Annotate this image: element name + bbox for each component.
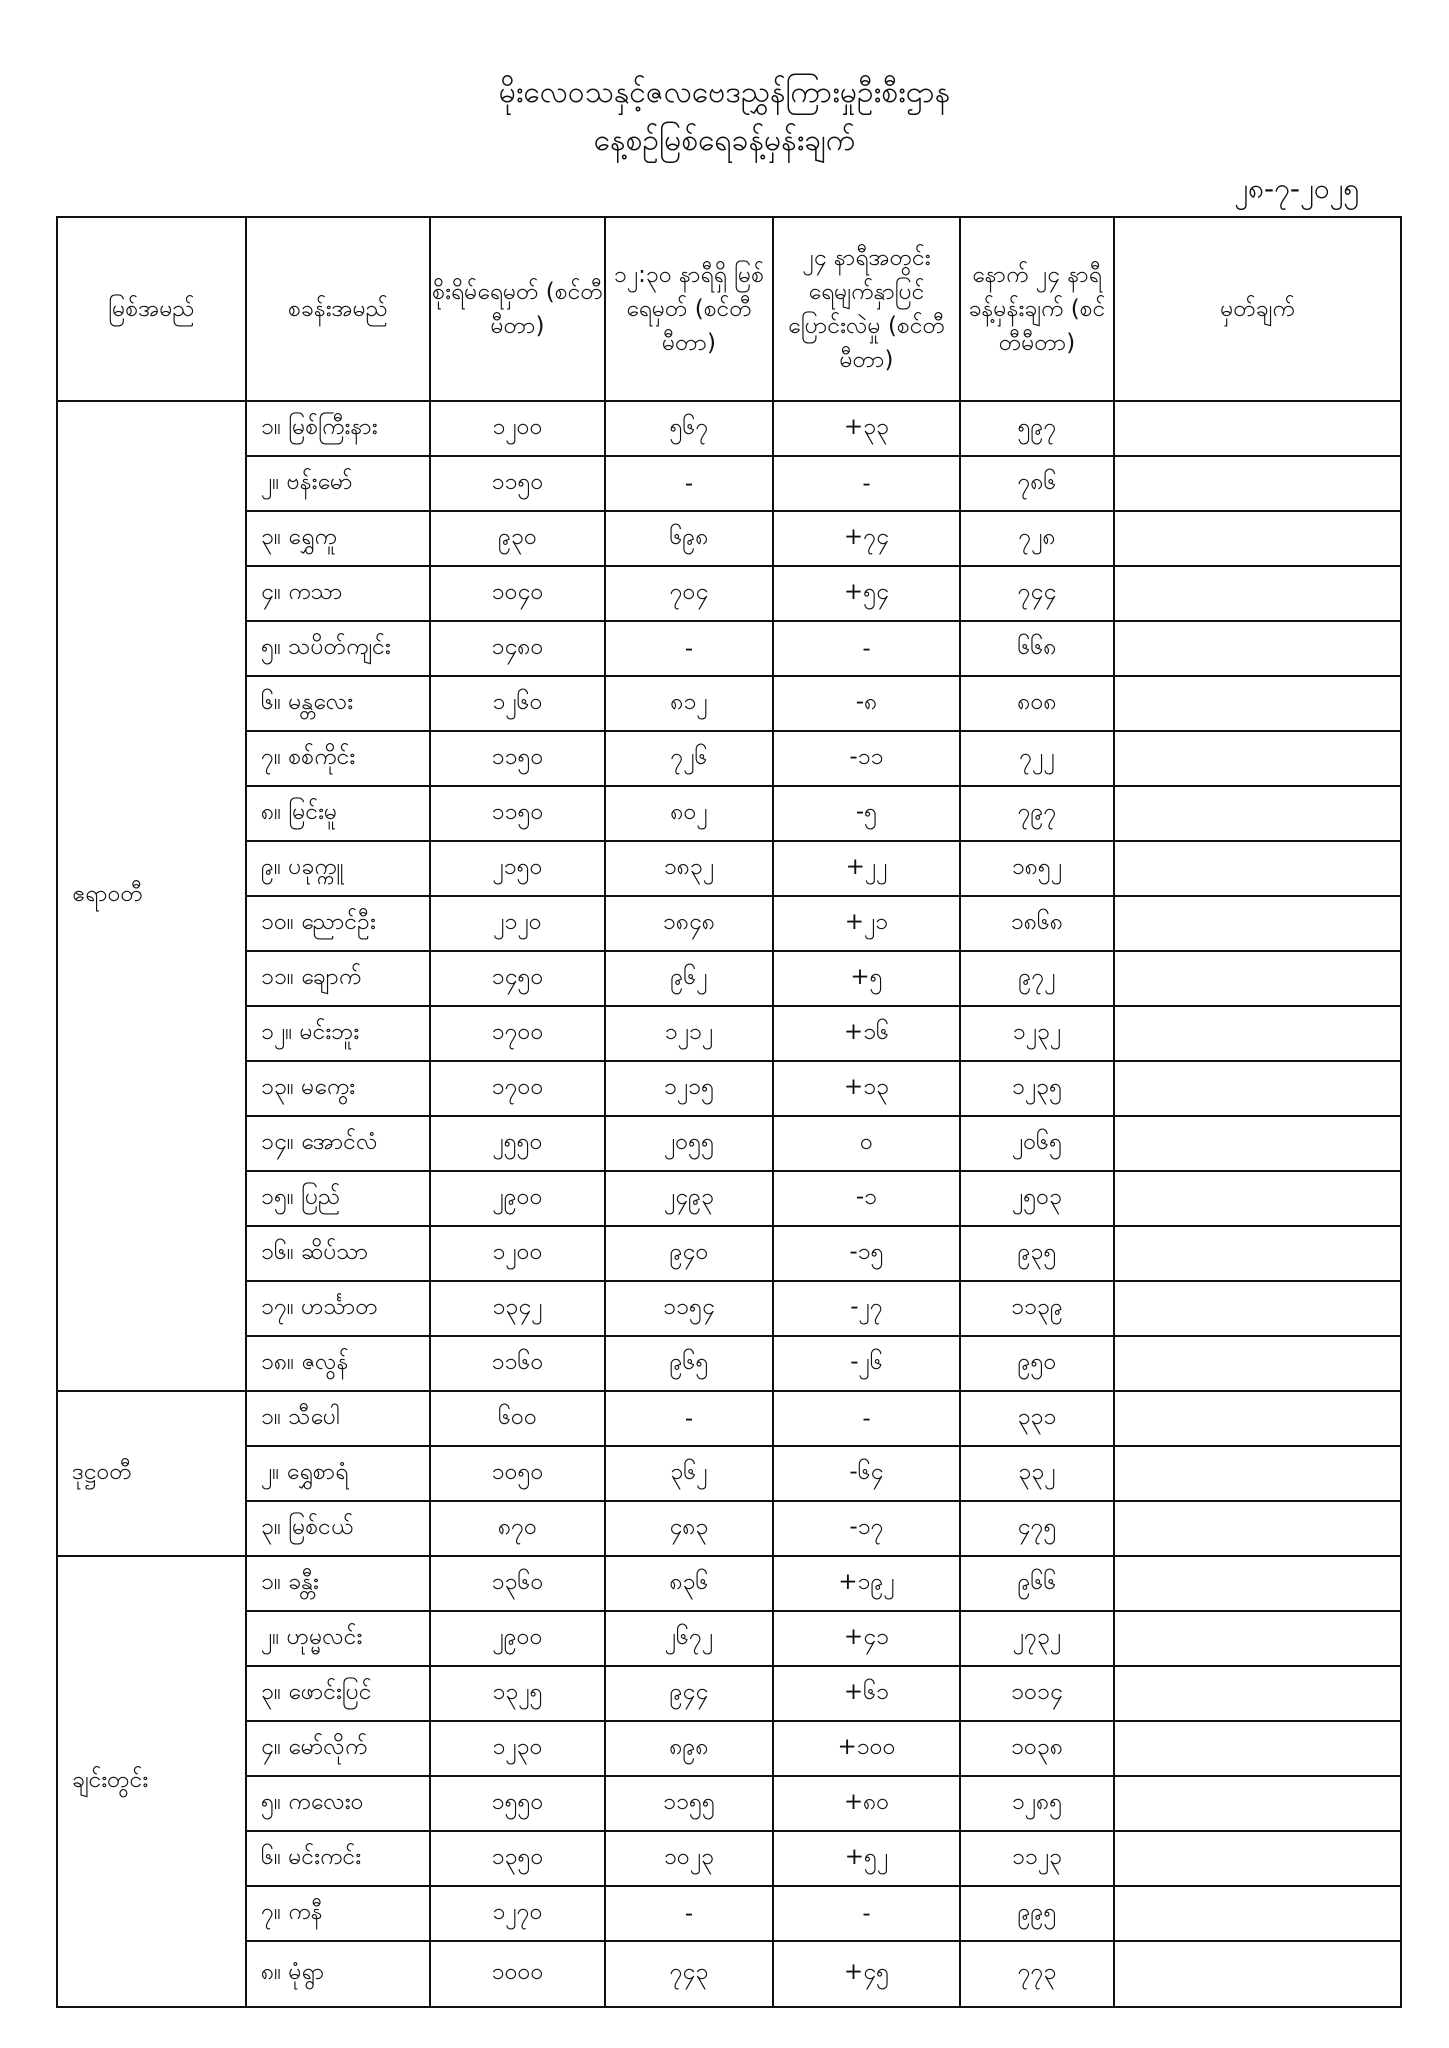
station-name-cell: ၁၇။ ဟင်္သာတ bbox=[246, 1281, 430, 1336]
change-cell: ၀ bbox=[773, 1116, 960, 1171]
current-level-cell: - bbox=[605, 456, 773, 511]
table-row bbox=[57, 1446, 1401, 1501]
current-level-cell: ၉၆၂ bbox=[605, 951, 773, 1006]
danger-level-cell: ၂၉၀၀ bbox=[430, 1171, 605, 1226]
column-header-station: စခန်းအမည် bbox=[246, 217, 430, 401]
remark-cell bbox=[1114, 786, 1401, 841]
change-cell: +၄၅ bbox=[773, 1941, 960, 2007]
danger-level-cell: ၈၇၀ bbox=[430, 1501, 605, 1556]
table-header-row bbox=[57, 217, 1401, 401]
remark-cell bbox=[1114, 1941, 1401, 2007]
current-level-cell: ၆၉၈ bbox=[605, 511, 773, 566]
current-level-cell: ၄၈၃ bbox=[605, 1501, 773, 1556]
danger-level-cell: ၁၁၅၀ bbox=[430, 731, 605, 786]
change-cell: +၅ bbox=[773, 951, 960, 1006]
remark-cell bbox=[1114, 566, 1401, 621]
station-name-cell: ၁။ မြစ်ကြီးနား bbox=[246, 401, 430, 456]
remark-cell bbox=[1114, 1061, 1401, 1116]
forecast-cell: ၁၈၆၈ bbox=[960, 896, 1114, 951]
current-level-cell: ၇၂၆ bbox=[605, 731, 773, 786]
river-name-cell: ဒုဋ္ဌဝတီ bbox=[57, 1391, 246, 1556]
station-name-cell: ၃။ မြစ်ငယ် bbox=[246, 1501, 430, 1556]
change-cell: +၃၃ bbox=[773, 401, 960, 456]
forecast-cell: ၂၀၆၅ bbox=[960, 1116, 1114, 1171]
station-name-cell: ၅။ ကလေးဝ bbox=[246, 1776, 430, 1831]
remark-cell bbox=[1114, 1611, 1401, 1666]
column-header-river: မြစ်အမည် bbox=[57, 217, 246, 401]
danger-level-cell: ၂၉၀၀ bbox=[430, 1611, 605, 1666]
forecast-cell: ၁၁၃၉ bbox=[960, 1281, 1114, 1336]
remark-cell bbox=[1114, 896, 1401, 951]
remark-cell bbox=[1114, 1556, 1401, 1611]
remark-cell bbox=[1114, 1391, 1401, 1446]
current-level-cell: ၈၀၂ bbox=[605, 786, 773, 841]
station-name-cell: ၃။ ဖောင်းပြင် bbox=[246, 1666, 430, 1721]
danger-level-cell: ၁၅၅၀ bbox=[430, 1776, 605, 1831]
change-cell: -၂၆ bbox=[773, 1336, 960, 1391]
remark-cell bbox=[1114, 676, 1401, 731]
change-cell: - bbox=[773, 456, 960, 511]
change-cell: -၈ bbox=[773, 676, 960, 731]
change-cell: +၅၂ bbox=[773, 1831, 960, 1886]
table-row bbox=[57, 1501, 1401, 1556]
station-name-cell: ၁။ သီပေါ bbox=[246, 1391, 430, 1446]
change-cell: +၆၁ bbox=[773, 1666, 960, 1721]
station-name-cell: ၁၃။ မကွေး bbox=[246, 1061, 430, 1116]
station-name-cell: ၆။ မန္တလေး bbox=[246, 676, 430, 731]
danger-level-cell: ၂၅၅၀ bbox=[430, 1116, 605, 1171]
forecast-cell: ၂၅၀၃ bbox=[960, 1171, 1114, 1226]
department-title: မိုးလေဝသနှင့်ဇလဗေဒညွှန်ကြားမှုဦးစီးဌာန bbox=[498, 75, 951, 110]
table-row bbox=[57, 1116, 1401, 1171]
danger-level-cell: ၁၀၀၀ bbox=[430, 1941, 605, 2007]
danger-level-cell: ၁၇၀၀ bbox=[430, 1006, 605, 1061]
current-level-cell: ၁၁၅၅ bbox=[605, 1776, 773, 1831]
forecast-cell: ၃၃၂ bbox=[960, 1446, 1114, 1501]
current-level-cell: ၉၆၅ bbox=[605, 1336, 773, 1391]
table-row bbox=[57, 1941, 1401, 2007]
column-header-current-level: ၁၂:၃၀ နာရီရှိ မြစ်ရေမှတ် (စင်တီမီတာ) bbox=[605, 217, 773, 401]
station-name-cell: ၁၆။ ဆိပ်သာ bbox=[246, 1226, 430, 1281]
change-cell: -၁၅ bbox=[773, 1226, 960, 1281]
current-level-cell: ၈၁၂ bbox=[605, 676, 773, 731]
column-header-24h-change: ၂၄ နာရီအတွင်း ရေမျက်နှာပြင် ပြောင်းလဲမှု (စင်တီမီတာ) bbox=[773, 217, 960, 401]
remark-cell bbox=[1114, 1336, 1401, 1391]
forecast-cell: ၉၆၆ bbox=[960, 1556, 1114, 1611]
forecast-cell: ၁၈၅၂ bbox=[960, 841, 1114, 896]
table-row bbox=[57, 1226, 1401, 1281]
danger-level-cell: ၂၁၅၀ bbox=[430, 841, 605, 896]
current-level-cell: ၉၄၄ bbox=[605, 1666, 773, 1721]
station-name-cell: ၄။ မော်လိုက် bbox=[246, 1721, 430, 1776]
current-level-cell: - bbox=[605, 1886, 773, 1941]
table-row bbox=[57, 1556, 1401, 1611]
column-header-remarks: မှတ်ချက် bbox=[1114, 217, 1401, 401]
station-name-cell: ၆။ မင်းကင်း bbox=[246, 1831, 430, 1886]
danger-level-cell: ၁၂၇၀ bbox=[430, 1886, 605, 1941]
table-row bbox=[57, 1721, 1401, 1776]
forecast-cell: ၁၀၃၈ bbox=[960, 1721, 1114, 1776]
table-row bbox=[57, 951, 1401, 1006]
river-name-cell: ဧရာဝတီ bbox=[57, 401, 246, 1391]
remark-cell bbox=[1114, 1116, 1401, 1171]
current-level-cell: - bbox=[605, 1391, 773, 1446]
current-level-cell: ၁၀၂၃ bbox=[605, 1831, 773, 1886]
forecast-cell: ၉၅၀ bbox=[960, 1336, 1114, 1391]
remark-cell bbox=[1114, 511, 1401, 566]
remark-cell bbox=[1114, 1776, 1401, 1831]
station-name-cell: ၈။ မုံရွာ bbox=[246, 1941, 430, 2007]
table-row bbox=[57, 1611, 1401, 1666]
danger-level-cell: ၁၀၅၀ bbox=[430, 1446, 605, 1501]
station-name-cell: ၁၀။ ညောင်ဦး bbox=[246, 896, 430, 951]
table-row bbox=[57, 1666, 1401, 1721]
report-date: ၂၈-၇-၂၀၂၅ bbox=[1234, 172, 1359, 205]
table-row bbox=[57, 1776, 1401, 1831]
station-name-cell: ၁၅။ ပြည် bbox=[246, 1171, 430, 1226]
remark-cell bbox=[1114, 1831, 1401, 1886]
forecast-cell: ၇၂၂ bbox=[960, 731, 1114, 786]
remark-cell bbox=[1114, 1281, 1401, 1336]
danger-level-cell: ၁၁၆၀ bbox=[430, 1336, 605, 1391]
change-cell: +၁၆ bbox=[773, 1006, 960, 1061]
current-level-cell: ၉၄၀ bbox=[605, 1226, 773, 1281]
change-cell: +၂၁ bbox=[773, 896, 960, 951]
table-row bbox=[57, 786, 1401, 841]
remark-cell bbox=[1114, 621, 1401, 676]
change-cell: +၁၉၂ bbox=[773, 1556, 960, 1611]
table-row bbox=[57, 401, 1401, 456]
change-cell: -၅ bbox=[773, 786, 960, 841]
column-header-forecast: နောက် ၂၄ နာရီ ခန့်မှန်းချက် (စင်တီမီတာ) bbox=[960, 217, 1114, 401]
table-row bbox=[57, 1831, 1401, 1886]
remark-cell bbox=[1114, 1226, 1401, 1281]
station-name-cell: ၁၁။ ချောက် bbox=[246, 951, 430, 1006]
forecast-cell: ၇၉၇ bbox=[960, 786, 1114, 841]
forecast-cell: ၇၄၄ bbox=[960, 566, 1114, 621]
station-name-cell: ၁၈။ ဇလွန် bbox=[246, 1336, 430, 1391]
forecast-cell: ၉၃၅ bbox=[960, 1226, 1114, 1281]
forecast-cell: ၃၃၁ bbox=[960, 1391, 1114, 1446]
danger-level-cell: ၂၁၂၀ bbox=[430, 896, 605, 951]
station-name-cell: ၁။ ခန္တီး bbox=[246, 1556, 430, 1611]
current-level-cell: ၂၆၇၂ bbox=[605, 1611, 773, 1666]
remark-cell bbox=[1114, 731, 1401, 786]
change-cell: - bbox=[773, 1391, 960, 1446]
station-name-cell: ၂။ ရွှေစာရံ bbox=[246, 1446, 430, 1501]
change-cell: +၁၀၀ bbox=[773, 1721, 960, 1776]
danger-level-cell: ၆၀၀ bbox=[430, 1391, 605, 1446]
danger-level-cell: ၁၇၀၀ bbox=[430, 1061, 605, 1116]
forecast-cell: ၁၀၁၄ bbox=[960, 1666, 1114, 1721]
current-level-cell: ၁၈၃၂ bbox=[605, 841, 773, 896]
forecast-cell: ၁၁၂၃ bbox=[960, 1831, 1114, 1886]
danger-level-cell: ၁၂၆၀ bbox=[430, 676, 605, 731]
station-name-cell: ၈။ မြင်းမူ bbox=[246, 786, 430, 841]
danger-level-cell: ၁၃၆၀ bbox=[430, 1556, 605, 1611]
change-cell: +၄၁ bbox=[773, 1611, 960, 1666]
current-level-cell: ၁၈၄၈ bbox=[605, 896, 773, 951]
danger-level-cell: ၁၃၄၂ bbox=[430, 1281, 605, 1336]
station-name-cell: ၇။ စစ်ကိုင်း bbox=[246, 731, 430, 786]
change-cell: +၁၃ bbox=[773, 1061, 960, 1116]
current-level-cell: ၅၆၇ bbox=[605, 401, 773, 456]
report-title: နေ့စဉ်မြစ်ရေခန့်မှန်းချက် bbox=[593, 123, 856, 158]
table-row bbox=[57, 1281, 1401, 1336]
table-row bbox=[57, 1006, 1401, 1061]
danger-level-cell: ၉၃၀ bbox=[430, 511, 605, 566]
current-level-cell: ၁၂၁၅ bbox=[605, 1061, 773, 1116]
station-name-cell: ၁၄။ အောင်လံ bbox=[246, 1116, 430, 1171]
current-level-cell: ၃၆၂ bbox=[605, 1446, 773, 1501]
table-row bbox=[57, 841, 1401, 896]
station-name-cell: ၁၂။ မင်းဘူး bbox=[246, 1006, 430, 1061]
current-level-cell: ၂၄၉၃ bbox=[605, 1171, 773, 1226]
forecast-cell: ၁၂၃၅ bbox=[960, 1061, 1114, 1116]
river-name-cell: ချင်းတွင်း bbox=[57, 1556, 246, 2007]
change-cell: +၇၄ bbox=[773, 511, 960, 566]
danger-level-cell: ၁၂၀၀ bbox=[430, 1226, 605, 1281]
danger-level-cell: ၁၃၂၅ bbox=[430, 1666, 605, 1721]
forecast-cell: ၂၇၃၂ bbox=[960, 1611, 1114, 1666]
remark-cell bbox=[1114, 1666, 1401, 1721]
table-row bbox=[57, 1886, 1401, 1941]
danger-level-cell: ၁၁၅၀ bbox=[430, 456, 605, 511]
current-level-cell: ၁၁၅၄ bbox=[605, 1281, 773, 1336]
change-cell: - bbox=[773, 621, 960, 676]
remark-cell bbox=[1114, 1171, 1401, 1226]
current-level-cell: ၈၃၆ bbox=[605, 1556, 773, 1611]
table-row bbox=[57, 896, 1401, 951]
forecast-cell: ၅၉၇ bbox=[960, 401, 1114, 456]
table-row bbox=[57, 1061, 1401, 1116]
table-row bbox=[57, 511, 1401, 566]
remark-cell bbox=[1114, 401, 1401, 456]
column-header-danger-level: စိုးရိမ်ရေမှတ် (စင်တီမီတာ) bbox=[430, 217, 605, 401]
forecast-cell: ၉၉၅ bbox=[960, 1886, 1114, 1941]
forecast-cell: ၁၂၈၅ bbox=[960, 1776, 1114, 1831]
danger-level-cell: ၁၀၄၀ bbox=[430, 566, 605, 621]
forecast-cell: ၆၆၈ bbox=[960, 621, 1114, 676]
change-cell: -၁၁ bbox=[773, 731, 960, 786]
change-cell: -၁ bbox=[773, 1171, 960, 1226]
danger-level-cell: ၁၁၅၀ bbox=[430, 786, 605, 841]
current-level-cell: ၂၀၅၅ bbox=[605, 1116, 773, 1171]
forecast-cell: ၈၀၈ bbox=[960, 676, 1114, 731]
danger-level-cell: ၁၄၈၀ bbox=[430, 621, 605, 676]
forecast-cell: ၁၂၃၂ bbox=[960, 1006, 1114, 1061]
table-row bbox=[57, 1171, 1401, 1226]
change-cell: - bbox=[773, 1886, 960, 1941]
station-name-cell: ၉။ ပခုက္ကူ bbox=[246, 841, 430, 896]
remark-cell bbox=[1114, 1006, 1401, 1061]
change-cell: -၂၇ bbox=[773, 1281, 960, 1336]
current-level-cell: ၈၉၈ bbox=[605, 1721, 773, 1776]
table-row bbox=[57, 731, 1401, 786]
danger-level-cell: ၁၄၅၀ bbox=[430, 951, 605, 1006]
remark-cell bbox=[1114, 841, 1401, 896]
remark-cell bbox=[1114, 1721, 1401, 1776]
table-row bbox=[57, 1336, 1401, 1391]
change-cell: +၅၄ bbox=[773, 566, 960, 621]
forecast-cell: ၇၂၈ bbox=[960, 511, 1114, 566]
forecast-cell: ၄၇၅ bbox=[960, 1501, 1114, 1556]
forecast-cell: ၇၇၃ bbox=[960, 1941, 1114, 2007]
station-name-cell: ၂။ ဗန်းမော် bbox=[246, 456, 430, 511]
station-name-cell: ၇။ ကနီ bbox=[246, 1886, 430, 1941]
station-name-cell: ၅။ သပိတ်ကျင်း bbox=[246, 621, 430, 676]
table-row bbox=[57, 456, 1401, 511]
current-level-cell: ၇၀၄ bbox=[605, 566, 773, 621]
danger-level-cell: ၁၂၀၀ bbox=[430, 401, 605, 456]
remark-cell bbox=[1114, 1886, 1401, 1941]
remark-cell bbox=[1114, 951, 1401, 1006]
forecast-cell: ၉၇၂ bbox=[960, 951, 1114, 1006]
change-cell: +၂၂ bbox=[773, 841, 960, 896]
forecast-cell: ၇၈၆ bbox=[960, 456, 1114, 511]
current-level-cell: - bbox=[605, 621, 773, 676]
danger-level-cell: ၁၂၃၀ bbox=[430, 1721, 605, 1776]
river-forecast-table bbox=[56, 216, 1402, 2008]
table-row bbox=[57, 1391, 1401, 1446]
station-name-cell: ၂။ ဟုမ္မလင်း bbox=[246, 1611, 430, 1666]
table-row bbox=[57, 621, 1401, 676]
station-name-cell: ၄။ ကသာ bbox=[246, 566, 430, 621]
remark-cell bbox=[1114, 1501, 1401, 1556]
current-level-cell: ၇၄၃ bbox=[605, 1941, 773, 2007]
station-name-cell: ၃။ ရွှေကူ bbox=[246, 511, 430, 566]
table-row bbox=[57, 566, 1401, 621]
change-cell: -၁၇ bbox=[773, 1501, 960, 1556]
remark-cell bbox=[1114, 456, 1401, 511]
danger-level-cell: ၁၃၅၀ bbox=[430, 1831, 605, 1886]
change-cell: -၆၄ bbox=[773, 1446, 960, 1501]
table-row bbox=[57, 676, 1401, 731]
current-level-cell: ၁၂၁၂ bbox=[605, 1006, 773, 1061]
change-cell: +၈၀ bbox=[773, 1776, 960, 1831]
remark-cell bbox=[1114, 1446, 1401, 1501]
